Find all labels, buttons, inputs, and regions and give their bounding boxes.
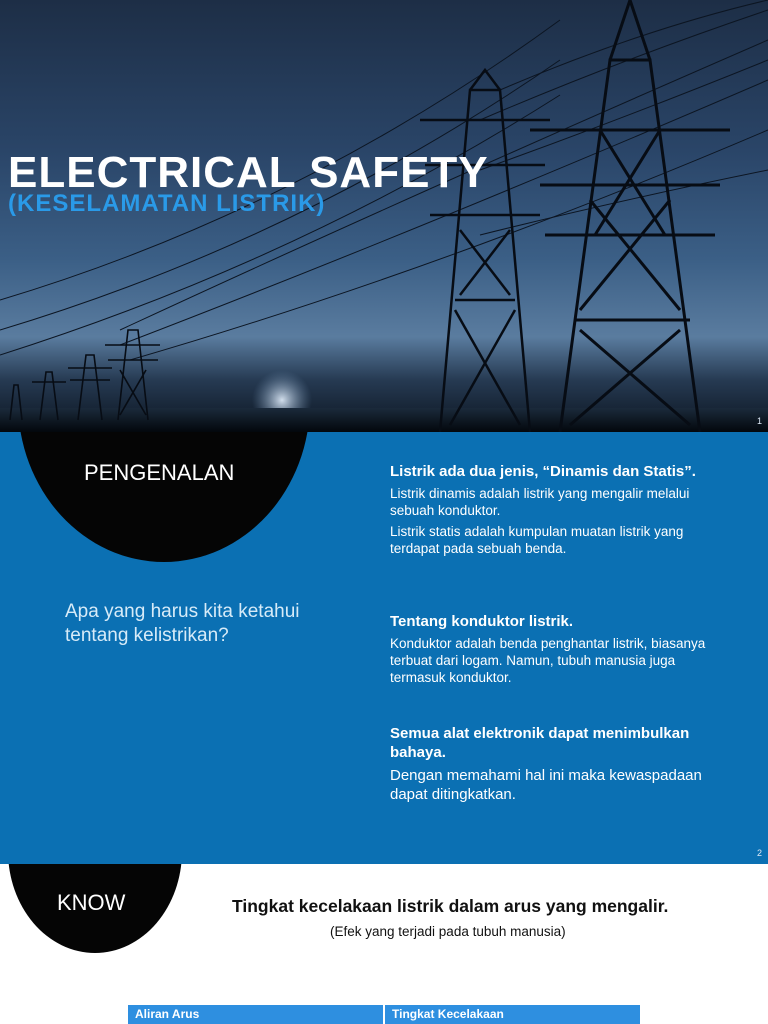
slide-3-title: Tingkat kecelakaan listrik dalam arus yang mengalir.	[232, 896, 669, 916]
section-title-pengenalan: PENGENALAN	[84, 460, 235, 485]
slide-3-subtitle: (Efek yang terjadi pada tubuh manusia)	[330, 924, 566, 939]
block-paragraph: Konduktor adalah benda penghantar listrik, biasanya terbuat dari logam. Namun, tubuh manusia juga termasuk konduktor.	[390, 636, 706, 685]
block-paragraph: Dengan memahami hal ini maka kewaspadaan dapat ditingkatkan.	[390, 767, 702, 803]
page-number-1: 1	[756, 416, 762, 426]
block-heading: Listrik ada dua jenis, “Dinamis dan Statis”.	[390, 463, 696, 480]
accident-table-header	[128, 1005, 640, 1024]
content-block-3	[390, 724, 720, 804]
section-circle	[18, 432, 310, 562]
slide-2-introduction	[0, 432, 768, 864]
content-block-1	[390, 462, 720, 561]
block-heading: Tentang konduktor listrik.	[390, 613, 574, 630]
section-title-know: KNOW	[57, 890, 126, 915]
block-paragraph: Listrik dinamis adalah listrik yang mengalir melalui sebuah konduktor.	[390, 486, 690, 518]
intro-question: Apa yang harus kita ketahui tentang kelistrikan?	[65, 601, 300, 646]
block-paragraph: Listrik statis adalah kumpulan muatan listrik yang terdapat pada sebuah benda.	[390, 524, 684, 556]
block-heading: Semua alat elektronik dapat menimbulkan bahaya.	[390, 725, 690, 761]
presentation-subtitle: (KESELAMATAN LISTRIK)	[8, 190, 326, 217]
page-number-2: 2	[756, 848, 762, 858]
header-aliran-arus: Aliran Arus	[128, 1005, 385, 1024]
slide-1-title	[0, 0, 768, 432]
header-tingkat-kecelakaan: Tingkat Kecelakaan	[385, 1005, 640, 1024]
content-block-2	[390, 612, 720, 690]
presentation-title: ELECTRICAL SAFETY	[8, 148, 489, 197]
slide-3-know	[0, 864, 768, 1024]
